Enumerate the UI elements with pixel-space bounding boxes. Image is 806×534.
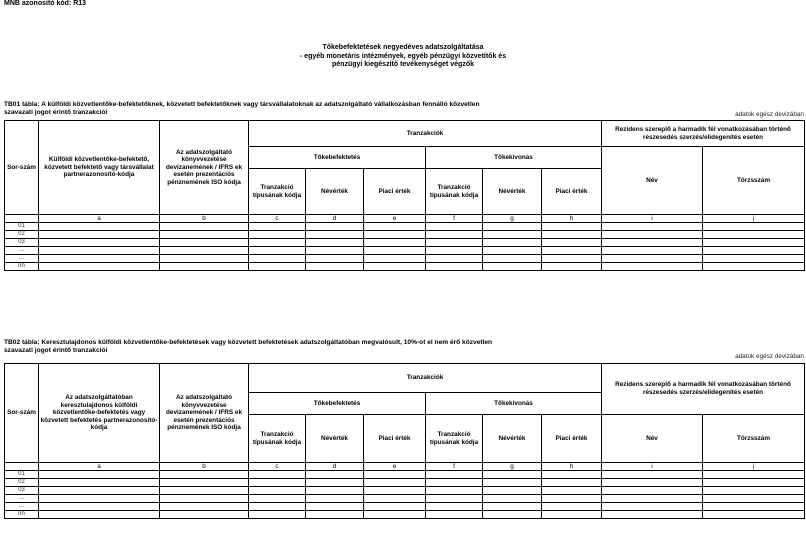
row-number: 03: [5, 239, 39, 247]
data-cell[interactable]: [426, 223, 483, 231]
data-cell[interactable]: [703, 247, 805, 255]
row-number: 02: [5, 479, 39, 487]
data-cell[interactable]: [160, 231, 249, 239]
data-cell[interactable]: [426, 503, 483, 511]
data-cell[interactable]: [306, 495, 364, 503]
document-title: [0, 44, 806, 70]
tb01-title-line-1: TB01 tábla: A külföldi közvetlentőke-befektetőknek, közvetett befektetőknek vagy társvállalatoknak az adatszolgáltató vállalkozásban fennálló közvetlen: [4, 101, 480, 108]
header-tranzakciok: Tranzakciók: [249, 121, 602, 147]
data-cell[interactable]: [249, 263, 306, 271]
table-row: [5, 511, 805, 519]
letter-cell: b: [160, 215, 249, 223]
row-number: 01: [5, 471, 39, 479]
data-cell[interactable]: [602, 495, 703, 503]
data-cell[interactable]: [602, 231, 703, 239]
data-cell[interactable]: [249, 255, 306, 263]
data-cell[interactable]: [426, 263, 483, 271]
data-cell[interactable]: [542, 263, 602, 271]
data-cell[interactable]: [602, 263, 703, 271]
data-cell[interactable]: [39, 511, 160, 519]
data-cell[interactable]: [483, 231, 542, 239]
data-cell[interactable]: [542, 471, 602, 479]
data-cell[interactable]: [426, 239, 483, 247]
data-cell[interactable]: [39, 487, 160, 495]
data-cell[interactable]: [703, 239, 805, 247]
header-sorszam: Sor-szám: [5, 121, 39, 215]
data-cell[interactable]: [483, 503, 542, 511]
data-cell[interactable]: [249, 239, 306, 247]
header-partner-code: Külföldi közvetlentőke-befektető, közvetett befektető vagy társvállalat partnerazonosító-kódja: [39, 121, 160, 215]
header-kivonas-tranzakcio-kod: Tranzakció típusának kódja: [426, 415, 483, 463]
data-cell[interactable]: [703, 231, 805, 239]
data-cell[interactable]: [483, 255, 542, 263]
data-cell[interactable]: [249, 479, 306, 487]
row-number: ...: [5, 247, 39, 255]
header-tokebefektetes: Tőkebefektetés: [249, 393, 426, 415]
data-cell[interactable]: [306, 471, 364, 479]
data-cell[interactable]: [483, 479, 542, 487]
data-cell[interactable]: [160, 255, 249, 263]
data-cell[interactable]: [703, 487, 805, 495]
header-rezidens: Rezidens szereplő a harmadik fél vonatkozásában történő részesedés szerzés/elidegenítés esetén: [602, 121, 805, 147]
data-cell[interactable]: [426, 247, 483, 255]
letter-cell-empty: [5, 463, 39, 471]
data-cell[interactable]: [483, 239, 542, 247]
header-kivonas-tranzakcio-kod: Tranzakció típusának kódja: [426, 169, 483, 215]
table-row: [5, 503, 805, 511]
data-cell[interactable]: [602, 511, 703, 519]
letter-cell: h: [542, 463, 602, 471]
document-title-line-2: - egyéb monetáris intézmények, egyéb pénzügyi közvetítők és: [299, 52, 507, 60]
table-row: [5, 247, 805, 255]
header-rezidens: Rezidens szereplő a harmadik fél vonatkozásában történő részesedés szerzés/elidegenítés esetén: [602, 364, 805, 415]
tb01-unit-note: adatok egész devizában: [735, 111, 804, 118]
tb02-unit-note: adatok egész devizában: [735, 353, 804, 360]
header-tranzakciok: Tranzakciók: [249, 364, 602, 393]
data-cell[interactable]: [483, 471, 542, 479]
mnb-code: MNB azonosító kód: R13: [4, 0, 87, 7]
data-cell[interactable]: [483, 247, 542, 255]
row-number: 02: [5, 231, 39, 239]
data-cell[interactable]: [39, 503, 160, 511]
data-cell[interactable]: [306, 255, 364, 263]
letter-cell: h: [542, 215, 602, 223]
data-cell[interactable]: [364, 503, 426, 511]
data-cell[interactable]: [39, 223, 160, 231]
data-cell[interactable]: [306, 223, 364, 231]
data-cell[interactable]: [602, 503, 703, 511]
data-cell[interactable]: [703, 471, 805, 479]
data-cell[interactable]: [602, 479, 703, 487]
letter-cell-empty: [5, 215, 39, 223]
header-sorszam: Sor-szám: [5, 364, 39, 463]
data-cell[interactable]: [364, 511, 426, 519]
header-kivonas-nevertek: Névérték: [483, 415, 542, 463]
data-cell[interactable]: [364, 231, 426, 239]
letter-row: [5, 215, 805, 223]
data-cell[interactable]: [306, 231, 364, 239]
data-cell[interactable]: [426, 255, 483, 263]
data-cell[interactable]: [602, 223, 703, 231]
header-nev: Név: [602, 147, 703, 215]
table-row: [5, 471, 805, 479]
letter-cell: b: [160, 463, 249, 471]
data-cell[interactable]: [542, 231, 602, 239]
data-cell[interactable]: [483, 263, 542, 271]
data-cell[interactable]: [364, 471, 426, 479]
letter-cell: f: [426, 215, 483, 223]
data-cell[interactable]: [160, 247, 249, 255]
header-tokekivonas: Tőkekivonás: [426, 147, 602, 169]
document-title-line-3: pénzügyi kiegészítő tevékenységet végzők: [332, 61, 474, 68]
data-cell[interactable]: [160, 239, 249, 247]
row-number: ...: [5, 495, 39, 503]
row-number: ...: [5, 255, 39, 263]
data-cell[interactable]: [542, 223, 602, 231]
data-cell[interactable]: [249, 511, 306, 519]
data-cell[interactable]: [39, 495, 160, 503]
data-cell[interactable]: [160, 503, 249, 511]
data-cell[interactable]: [364, 487, 426, 495]
data-cell[interactable]: [39, 263, 160, 271]
data-cell[interactable]: [364, 247, 426, 255]
data-cell[interactable]: [483, 495, 542, 503]
letter-cell: i: [602, 215, 703, 223]
data-cell[interactable]: [703, 479, 805, 487]
data-cell[interactable]: [39, 471, 160, 479]
table-row: [5, 223, 805, 231]
data-cell[interactable]: [160, 511, 249, 519]
tb01-title: [4, 101, 704, 117]
tb02-table: [4, 363, 805, 519]
header-torzsszam: Törzsszám: [703, 147, 805, 215]
data-cell[interactable]: [542, 495, 602, 503]
data-cell[interactable]: [249, 223, 306, 231]
data-cell[interactable]: [703, 255, 805, 263]
row-number: 01: [5, 223, 39, 231]
tb01-table: [4, 120, 805, 271]
data-cell[interactable]: [160, 487, 249, 495]
data-cell[interactable]: [483, 487, 542, 495]
row-number: ...: [5, 503, 39, 511]
data-cell[interactable]: [364, 223, 426, 231]
table-row: [5, 239, 805, 247]
header-kivonas-nevertek: Névérték: [483, 169, 542, 215]
data-cell[interactable]: [249, 471, 306, 479]
header-tokebefektetes: Tőkebefektetés: [249, 147, 426, 169]
data-cell[interactable]: [364, 495, 426, 503]
tb02-title-line-1: TB02 tábla: Keresztulajdonos külföldi közvetlentőke-befektetések vagy közvetett befektetések adatszolgáltatóban megvalósult, 10%-ot el nem érő közvetlen: [4, 339, 493, 346]
data-cell[interactable]: [306, 247, 364, 255]
letter-cell: j: [703, 215, 805, 223]
data-cell[interactable]: [542, 487, 602, 495]
data-cell[interactable]: [426, 231, 483, 239]
header-befektetes-nevertek: Névérték: [306, 169, 364, 215]
data-cell[interactable]: [364, 255, 426, 263]
table-row: [5, 255, 805, 263]
document-title-line-1: Tőkebefektetések negyedéves adatszolgáltatása: [322, 44, 484, 51]
data-cell[interactable]: [306, 503, 364, 511]
data-cell[interactable]: [364, 263, 426, 271]
data-cell[interactable]: [703, 511, 805, 519]
data-cell[interactable]: [249, 231, 306, 239]
data-cell[interactable]: [160, 263, 249, 271]
row-number: 03: [5, 487, 39, 495]
data-cell[interactable]: [542, 479, 602, 487]
header-befektetes-piaci-ertek: Piaci érték: [364, 415, 426, 463]
data-cell[interactable]: [703, 495, 805, 503]
header-befektetes-piaci-ertek: Piaci érték: [364, 169, 426, 215]
data-cell[interactable]: [602, 471, 703, 479]
data-cell[interactable]: [306, 479, 364, 487]
header-partner-code: Az adatszolgáltatóban keresztulajdonos külföldi közvetlentőke-befektetés vagy közvetett befektetés partnerazonosító-kódja: [39, 364, 160, 463]
data-cell[interactable]: [306, 487, 364, 495]
data-cell[interactable]: [249, 495, 306, 503]
letter-cell: e: [364, 463, 426, 471]
data-cell[interactable]: [483, 223, 542, 231]
data-cell[interactable]: [542, 503, 602, 511]
data-cell[interactable]: [160, 495, 249, 503]
data-cell[interactable]: [39, 479, 160, 487]
data-cell[interactable]: [426, 511, 483, 519]
header-tokekivonas: Tőkekivonás: [426, 393, 602, 415]
data-cell[interactable]: [542, 255, 602, 263]
data-cell[interactable]: [306, 263, 364, 271]
letter-cell: a: [39, 463, 160, 471]
data-cell[interactable]: [426, 471, 483, 479]
data-cell[interactable]: [160, 223, 249, 231]
data-cell[interactable]: [426, 487, 483, 495]
data-cell[interactable]: [364, 479, 426, 487]
letter-cell: g: [483, 463, 542, 471]
data-cell[interactable]: [39, 239, 160, 247]
data-cell[interactable]: [426, 479, 483, 487]
header-nev: Név: [602, 415, 703, 463]
data-cell[interactable]: [703, 263, 805, 271]
data-cell[interactable]: [249, 247, 306, 255]
data-cell[interactable]: [602, 239, 703, 247]
letter-cell: c: [249, 463, 306, 471]
data-cell[interactable]: [160, 479, 249, 487]
data-cell[interactable]: [39, 231, 160, 239]
header-torzsszam: Törzsszám: [703, 415, 805, 463]
data-cell[interactable]: [39, 255, 160, 263]
header-befektetes-tranzakcio-kod: Tranzakció típusának kódja: [249, 169, 306, 215]
header-befektetes-tranzakcio-kod: Tranzakció típusának kódja: [249, 415, 306, 463]
letter-cell: g: [483, 215, 542, 223]
row-number: nn: [5, 263, 39, 271]
data-cell[interactable]: [306, 511, 364, 519]
row-number: nn: [5, 511, 39, 519]
data-cell[interactable]: [426, 495, 483, 503]
data-cell[interactable]: [364, 239, 426, 247]
table-row: [5, 263, 805, 271]
header-kivonas-piaci-ertek: Piaci érték: [542, 415, 602, 463]
data-cell[interactable]: [160, 471, 249, 479]
letter-row: [5, 463, 805, 471]
data-cell[interactable]: [602, 255, 703, 263]
table-row: [5, 479, 805, 487]
header-kivonas-piaci-ertek: Piaci érték: [542, 169, 602, 215]
letter-cell: c: [249, 215, 306, 223]
data-cell[interactable]: [703, 223, 805, 231]
tb02-title: [4, 339, 704, 355]
letter-cell: j: [703, 463, 805, 471]
letter-cell: e: [364, 215, 426, 223]
data-cell[interactable]: [306, 239, 364, 247]
data-cell[interactable]: [249, 503, 306, 511]
data-cell[interactable]: [602, 247, 703, 255]
header-currency-iso: Az adatszolgáltató könyvvezetése devizanemének / IFRS ek esetén prezentációs pénznemének ISO kódja: [160, 364, 249, 463]
letter-cell: a: [39, 215, 160, 223]
data-cell[interactable]: [39, 247, 160, 255]
table-row: [5, 487, 805, 495]
letter-cell: d: [306, 463, 364, 471]
data-cell[interactable]: [542, 511, 602, 519]
data-cell[interactable]: [249, 487, 306, 495]
data-cell[interactable]: [542, 247, 602, 255]
header-currency-iso: Az adatszolgáltató könyvvezetése devizanemének / IFRS ek esetén prezentációs pénznemének ISO kódja: [160, 121, 249, 215]
header-befektetes-nevertek: Névérték: [306, 415, 364, 463]
data-cell[interactable]: [602, 487, 703, 495]
tb02-title-line-2: szavazati jogot érintő tranzakciói: [4, 347, 108, 354]
letter-cell: f: [426, 463, 483, 471]
data-cell[interactable]: [703, 503, 805, 511]
table-row: [5, 495, 805, 503]
data-cell[interactable]: [483, 511, 542, 519]
letter-cell: i: [602, 463, 703, 471]
letter-cell: d: [306, 215, 364, 223]
data-cell[interactable]: [542, 239, 602, 247]
tb01-title-line-2: szavazati jogot érintő tranzakciói: [4, 109, 108, 116]
table-row: [5, 231, 805, 239]
